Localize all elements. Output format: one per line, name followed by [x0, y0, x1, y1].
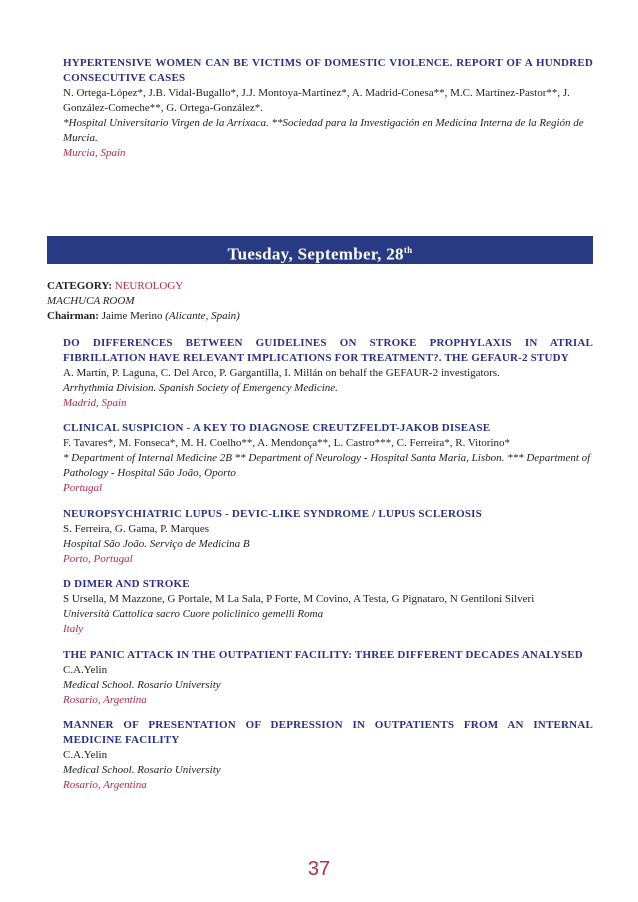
day-header-bar: [47, 236, 593, 264]
abstract-item: [63, 421, 593, 496]
abstract-location: Porto, Portugal: [63, 553, 133, 565]
session-info: [47, 279, 593, 324]
category-label: CATEGORY:: [47, 280, 113, 292]
abstract-location: Rosario, Argentina: [63, 779, 147, 791]
abstract-authors: C.A.Yelin: [63, 749, 108, 761]
abstract-authors: N. Ortega-López*, J.B. Vidal-Bugallo*, J.J. Montoya-Martínez*, A. Madrid-Conesa**, M.C. Martínez-Pastor**, J. González-Comeche**, G. Ortega-González*.: [63, 87, 570, 114]
room-name: MACHUCA ROOM: [47, 295, 135, 307]
abstract-location: Portugal: [63, 482, 103, 494]
chairman-place: (Alicante, Spain): [165, 310, 240, 322]
abstract-authors: C.A.Yelin: [63, 664, 108, 676]
abstract-title: CLINICAL SUSPICION - A KEY TO DIAGNOSE CREUTZFELDT-JAKOB DISEASE: [63, 422, 491, 434]
abstract-affiliation: *Hospital Universitario Virgen de la Arrixaca. **Sociedad para la Investigación en Medicina Interna de la Región de Murcia.: [63, 117, 584, 144]
chairman-name: Jaime Merino: [101, 310, 163, 322]
abstract-affiliation: Medical School. Rosario University: [63, 679, 221, 691]
abstract-item: [63, 718, 593, 793]
abstract-title: DO DIFFERENCES BETWEEN GUIDELINES ON STROKE PROPHYLAXIS IN ATRIAL FIBRILLATION HAVE RELEVANT IMPLICATIONS FOR TREATMENT?. THE GEFAUR-2 STUDY: [63, 337, 593, 364]
abstract-item: [63, 507, 593, 567]
page-number: 37: [307, 858, 331, 880]
abstract-location: Murcia, Spain: [63, 147, 126, 159]
abstract-item: [63, 336, 593, 411]
abstract-title: D DIMER AND STROKE: [63, 578, 190, 590]
abstract-domestic-violence: [63, 56, 593, 161]
category-line: [47, 279, 593, 294]
abstract-authors: A. Martín, P. Laguna, C. Del Arco, P. Gargantilla, I. Millán on behalf the GEFAUR-2 investigators.: [63, 367, 500, 379]
abstract-item: [63, 577, 593, 637]
abstract-item: [63, 648, 593, 708]
abstract-location: Italy: [63, 623, 84, 635]
abstract-affiliation: Medical School. Rosario University: [63, 764, 221, 776]
abstract-title: THE PANIC ATTACK IN THE OUTPATIENT FACILITY: THREE DIFFERENT DECADES ANALYSED: [63, 649, 583, 661]
day-header-suffix: th: [403, 245, 413, 255]
chairman-label: Chairman:: [47, 310, 99, 322]
day-header-label: Tuesday, September, 28: [227, 244, 404, 264]
abstract-authors: S. Ferreira, G. Gama, P. Marques: [63, 523, 210, 535]
abstract-affiliation: Università Cattolica sacro Cuore policlinico gemelli Roma: [63, 608, 324, 620]
abstract-title: MANNER OF PRESENTATION OF DEPRESSION IN OUTPATIENTS FROM AN INTERNAL MEDICINE FACILITY: [63, 719, 593, 746]
abstract-title: HYPERTENSIVE WOMEN CAN BE VICTIMS OF DOMESTIC VIOLENCE. REPORT OF A HUNDRED CONSECUTIVE CASES: [63, 57, 593, 84]
abstract-location: Rosario, Argentina: [63, 694, 147, 706]
abstract-affiliation: Arrhythmia Division. Spanish Society of Emergency Medicine.: [63, 382, 338, 394]
chairman-line: [47, 309, 593, 324]
abstract-authors: S Ursella, M Mazzone, G Portale, M La Sala, P Forte, M Covino, A Testa, G Pignataro, N Gentiloni Silveri: [63, 593, 535, 605]
category-value: NEUROLOGY: [114, 280, 184, 292]
abstract-affiliation: * Department of Internal Medicine 2B ** Department of Neurology - Hospital Santa Maria, Lisbon. *** Department of Pathology - Hospital São João, Oporto: [63, 452, 591, 479]
abstract-authors: F. Tavares*, M. Fonseca*, M. H. Coelho**, A. Mendonça**, L. Castro***, C. Ferreira*, R. Vitorino*: [63, 437, 511, 449]
abstract-title: NEUROPSYCHIATRIC LUPUS - DEVIC-LIKE SYNDROME / LUPUS SCLEROSIS: [63, 508, 482, 520]
abstract-affiliation: Hospital São João. Serviço de Medicina B: [63, 538, 250, 550]
abstract-location: Madrid, Spain: [63, 397, 127, 409]
